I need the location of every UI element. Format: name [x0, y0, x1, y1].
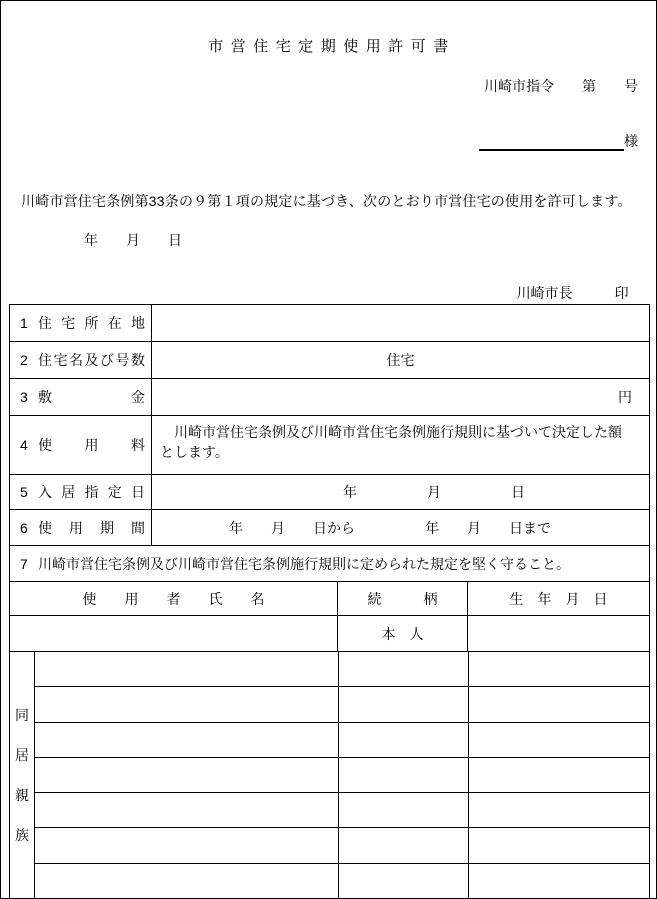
row-number: 4: [20, 437, 28, 453]
family-name-cell: [35, 652, 338, 686]
self-name-cell: [10, 616, 337, 651]
row-label: 住宅所在地: [38, 315, 145, 331]
usage-fee-note: [152, 416, 632, 462]
document-title: 市営住宅定期使用許可書: [208, 38, 456, 55]
family-row: [35, 827, 649, 862]
family-label-char: 族: [15, 827, 29, 843]
usage-period-value: 年 月 日から 年 月 日まで: [151, 510, 649, 545]
row-number: 5: [20, 484, 28, 500]
rules-note-cell: [10, 546, 649, 581]
family-name-cell: [35, 758, 338, 792]
row-move-in-date: [10, 474, 649, 509]
family-name-cell: [35, 723, 338, 757]
family-row: [35, 722, 649, 757]
usage-fee-note-line1: 川崎市営住宅条例及び川崎市営住宅条例施行規則に基づいて決定した額: [160, 424, 622, 440]
housing-location-value: [151, 305, 649, 341]
addressee-honorific: 様: [624, 133, 638, 149]
family-relation-cell: [338, 864, 468, 898]
row-label: 入居指定日: [38, 484, 145, 500]
addressee-line: [479, 131, 638, 151]
self-relation-cell: 本 人: [337, 616, 467, 651]
row-rules-note: [10, 545, 649, 581]
usage-fee-value: [151, 416, 649, 474]
family-name-cell: [35, 687, 338, 721]
family-birth-cell: [468, 687, 649, 721]
family-relation-cell: [338, 793, 468, 827]
family-relation-cell: [338, 828, 468, 862]
occupant-table-header: [10, 581, 649, 615]
occupant-birth-header: 生 年 月 日: [467, 582, 649, 615]
family-label-char: 居: [15, 747, 29, 763]
row-number: 3: [20, 389, 28, 405]
row-number: 2: [20, 352, 28, 368]
permit-statement: 川崎市営住宅条例第33条の９第１項の規定に基づき、次のとおり市営住宅の使用を許可します。: [21, 193, 632, 209]
family-relation-cell: [338, 687, 468, 721]
occupant-name-header: 使 用 者 氏 名: [82, 590, 265, 607]
family-relation-cell: [338, 723, 468, 757]
seal-mark: 印: [614, 285, 629, 301]
row-move-in-date-label: [10, 475, 151, 509]
family-birth-cell: [468, 652, 649, 686]
family-row: [35, 757, 649, 792]
family-birth-cell: [468, 758, 649, 792]
family-name-cell: [35, 828, 338, 862]
directive-number-line: 川崎市指令 第 号: [484, 78, 638, 94]
row-usage-fee: [10, 415, 649, 474]
family-section: [10, 651, 649, 898]
family-label-char: 同: [15, 707, 29, 723]
family-name-cell: [35, 864, 338, 898]
row-label: 敷金: [38, 389, 145, 405]
row-deposit: [10, 378, 649, 415]
mayor-name: 川崎市長: [516, 285, 573, 301]
row-deposit-label: [10, 379, 151, 415]
family-birth-cell: [468, 828, 649, 862]
housing-name-value: 住宅: [151, 342, 649, 378]
row-number: 7: [20, 555, 28, 572]
move-in-date-value: 年 月 日: [151, 475, 649, 509]
row-usage-period: [10, 509, 649, 545]
row-housing-name-label: [10, 342, 151, 378]
family-row: [35, 792, 649, 827]
family-row: [35, 652, 649, 686]
row-housing-location: [10, 305, 649, 341]
family-row: [35, 686, 649, 721]
family-rows: [34, 652, 649, 898]
row-label: 住宅名及び号数: [38, 352, 145, 368]
occupant-relation-header: 続 柄: [337, 582, 467, 615]
family-birth-cell: [468, 723, 649, 757]
family-relation-cell: [338, 758, 468, 792]
rules-note-text: 川崎市営住宅条例及び川崎市営住宅条例施行規則に定められた規定を堅く守ること。: [38, 555, 570, 572]
row-label: 使用期間: [38, 519, 145, 536]
family-section-label: [10, 652, 34, 898]
usage-fee-note-line2: とします。: [160, 444, 229, 460]
family-birth-cell: [468, 864, 649, 898]
row-number: 1: [20, 315, 28, 331]
family-label-char: 親: [15, 787, 29, 803]
self-birth-cell: [467, 616, 649, 651]
family-relation-cell: [338, 652, 468, 686]
issue-date-line: 年 月 日: [84, 232, 182, 248]
row-number: 6: [20, 519, 28, 536]
row-usage-period-label: [10, 510, 151, 545]
row-label: 使用料: [38, 437, 145, 453]
family-birth-cell: [468, 793, 649, 827]
deposit-value: 円: [151, 379, 649, 415]
family-name-cell: [35, 793, 338, 827]
row-housing-name: [10, 341, 649, 378]
row-usage-fee-label: [10, 416, 151, 474]
row-housing-location-label: [10, 305, 151, 341]
permit-table: [9, 304, 650, 899]
addressee-underline: [479, 132, 624, 151]
family-row: [35, 863, 649, 898]
occupant-self-row: [10, 615, 649, 651]
